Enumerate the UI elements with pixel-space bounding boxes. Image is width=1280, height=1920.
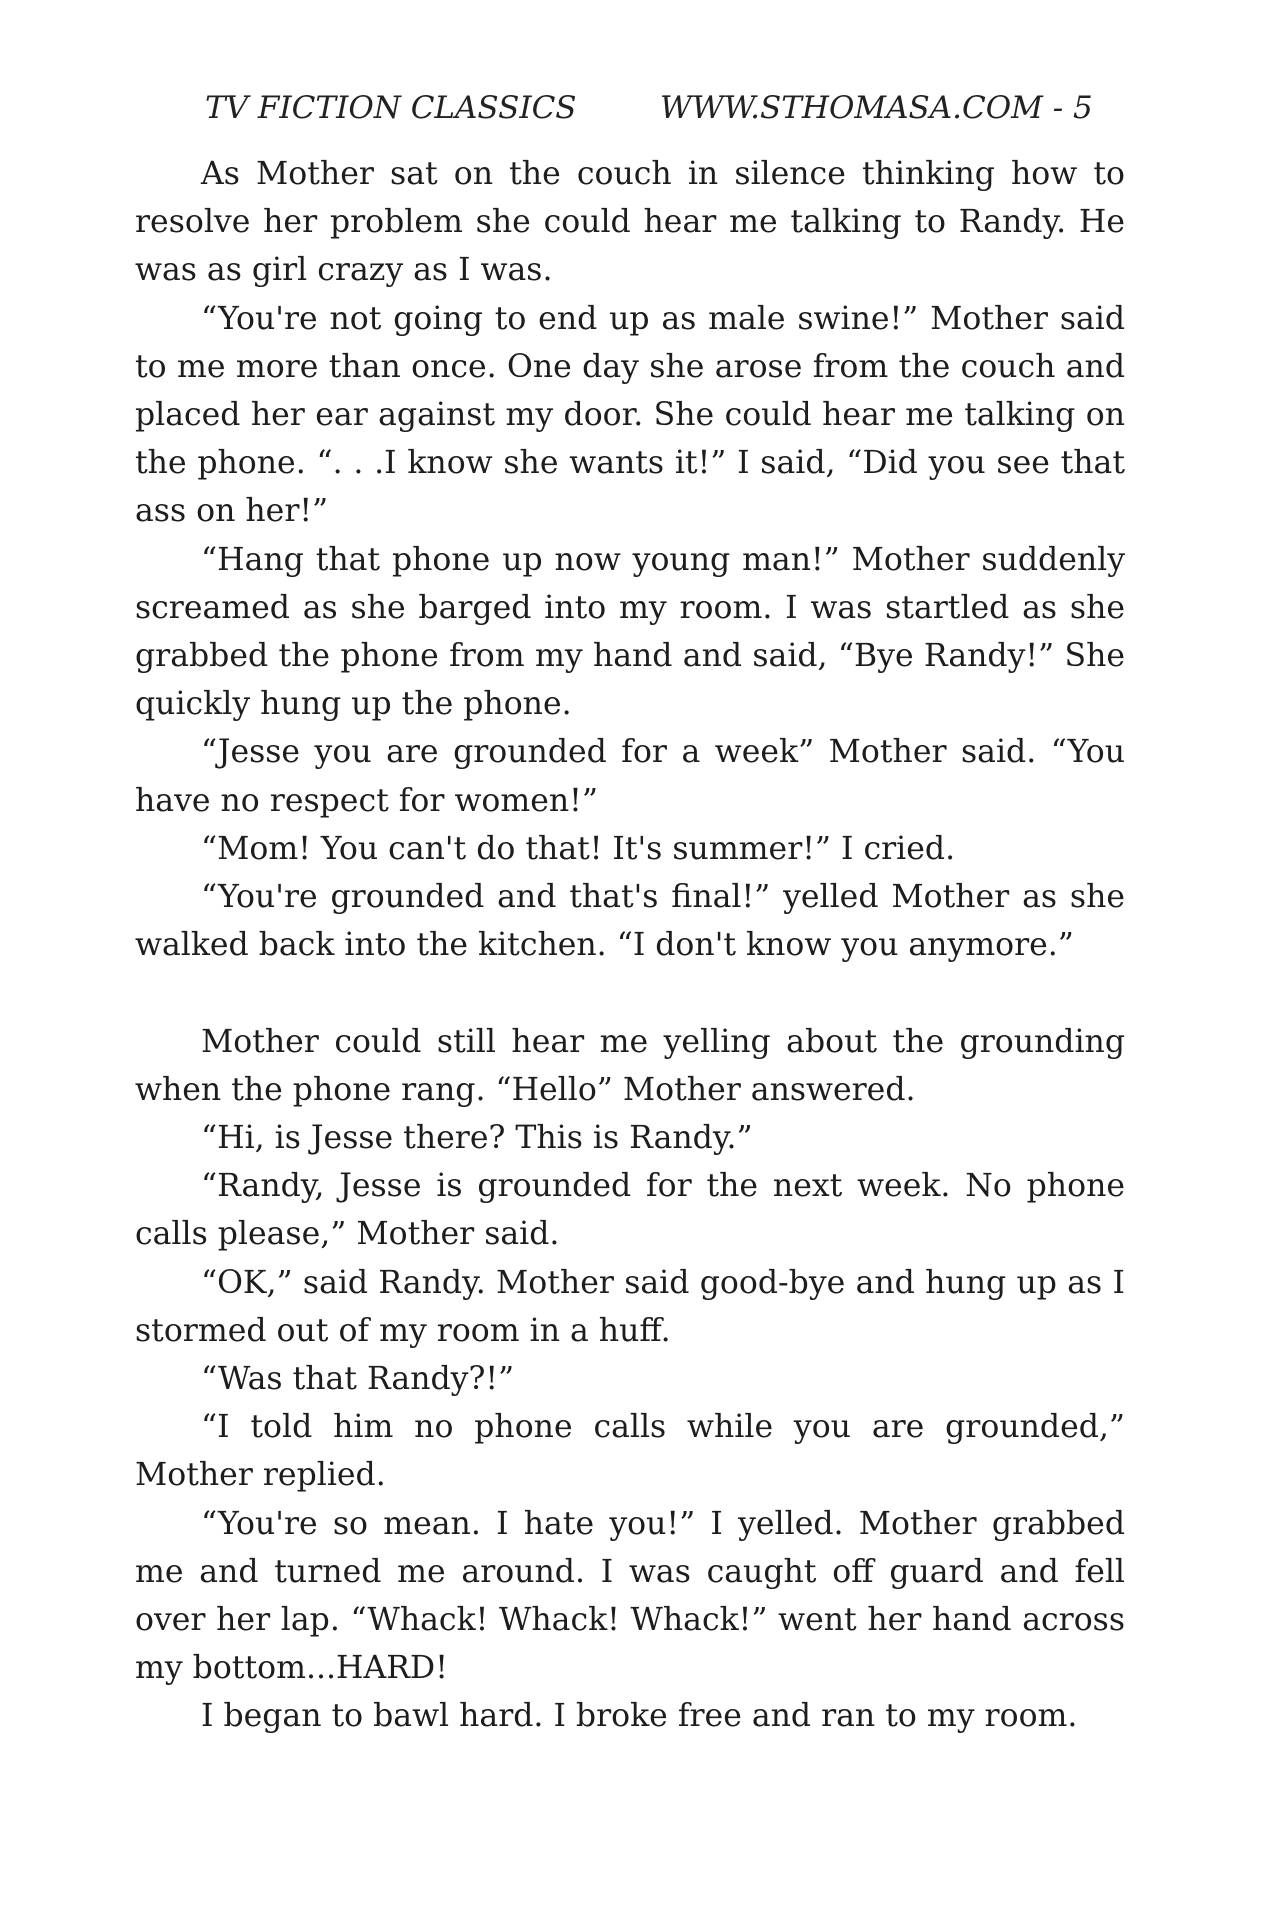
paragraph: “Was that Randy?!”: [201, 1361, 515, 1398]
story-text: [135, 150, 1125, 1741]
running-header: [205, 90, 1093, 136]
paragraph: “You're grounded and that's final!” yelled Mother as she walked back into the kitchen. “I don't know you anymore.”: [135, 879, 1125, 964]
header-site-page-number: WWW.STHOMASA.COM - 5: [660, 90, 1093, 126]
paragraph: “I told him no phone calls while you are grounded,” Mother replied.: [135, 1409, 1125, 1494]
paragraph: Mother could still hear me yelling about the grounding when the phone rang. “Hello” Mother answered.: [135, 1023, 1125, 1108]
paragraph: “You're not going to end up as male swine!” Mother said to me more than once. One day she arose from the couch and placed her ear against my door. She could hear me talking on the phone. “. . .I know she wants it!” I said, “Did you see that ass on her!”: [135, 300, 1125, 530]
paragraph: “Hi, is Jesse there? This is Randy.”: [201, 1120, 753, 1157]
paragraph: “Randy, Jesse is grounded for the next week. No phone calls please,” Mother said.: [135, 1168, 1125, 1253]
paragraph: “Jesse you are grounded for a week” Mother said. “You have no respect for women!”: [135, 734, 1125, 819]
paragraph: “Mom! You can't do that! It's summer!” I cried.: [201, 830, 956, 867]
section-break: [135, 969, 1125, 1017]
paragraph: As Mother sat on the couch in silence thinking how to resolve her problem she could hear me talking to Randy. He was as girl crazy as I was.: [135, 156, 1125, 289]
paragraph: “Hang that phone up now young man!” Mother suddenly screamed as she barged into my room. I was startled as she grabbed the phone from my hand and said, “Bye Randy!” She quickly hung up the phone.: [135, 541, 1125, 723]
paragraph: “You're so mean. I hate you!” I yelled. Mother grabbed me and turned me around. I was caught off guard and fell over her lap. “Whack! Whack! Whack!” went her hand across my bottom...HARD!: [135, 1505, 1125, 1687]
header-book-title: TV FICTION CLASSICS: [205, 90, 577, 126]
paragraph: I began to bawl hard. I broke free and ran to my room.: [201, 1698, 1078, 1735]
paragraph: “OK,” said Randy. Mother said good-bye and hung up as I stormed out of my room in a huff.: [135, 1264, 1125, 1349]
